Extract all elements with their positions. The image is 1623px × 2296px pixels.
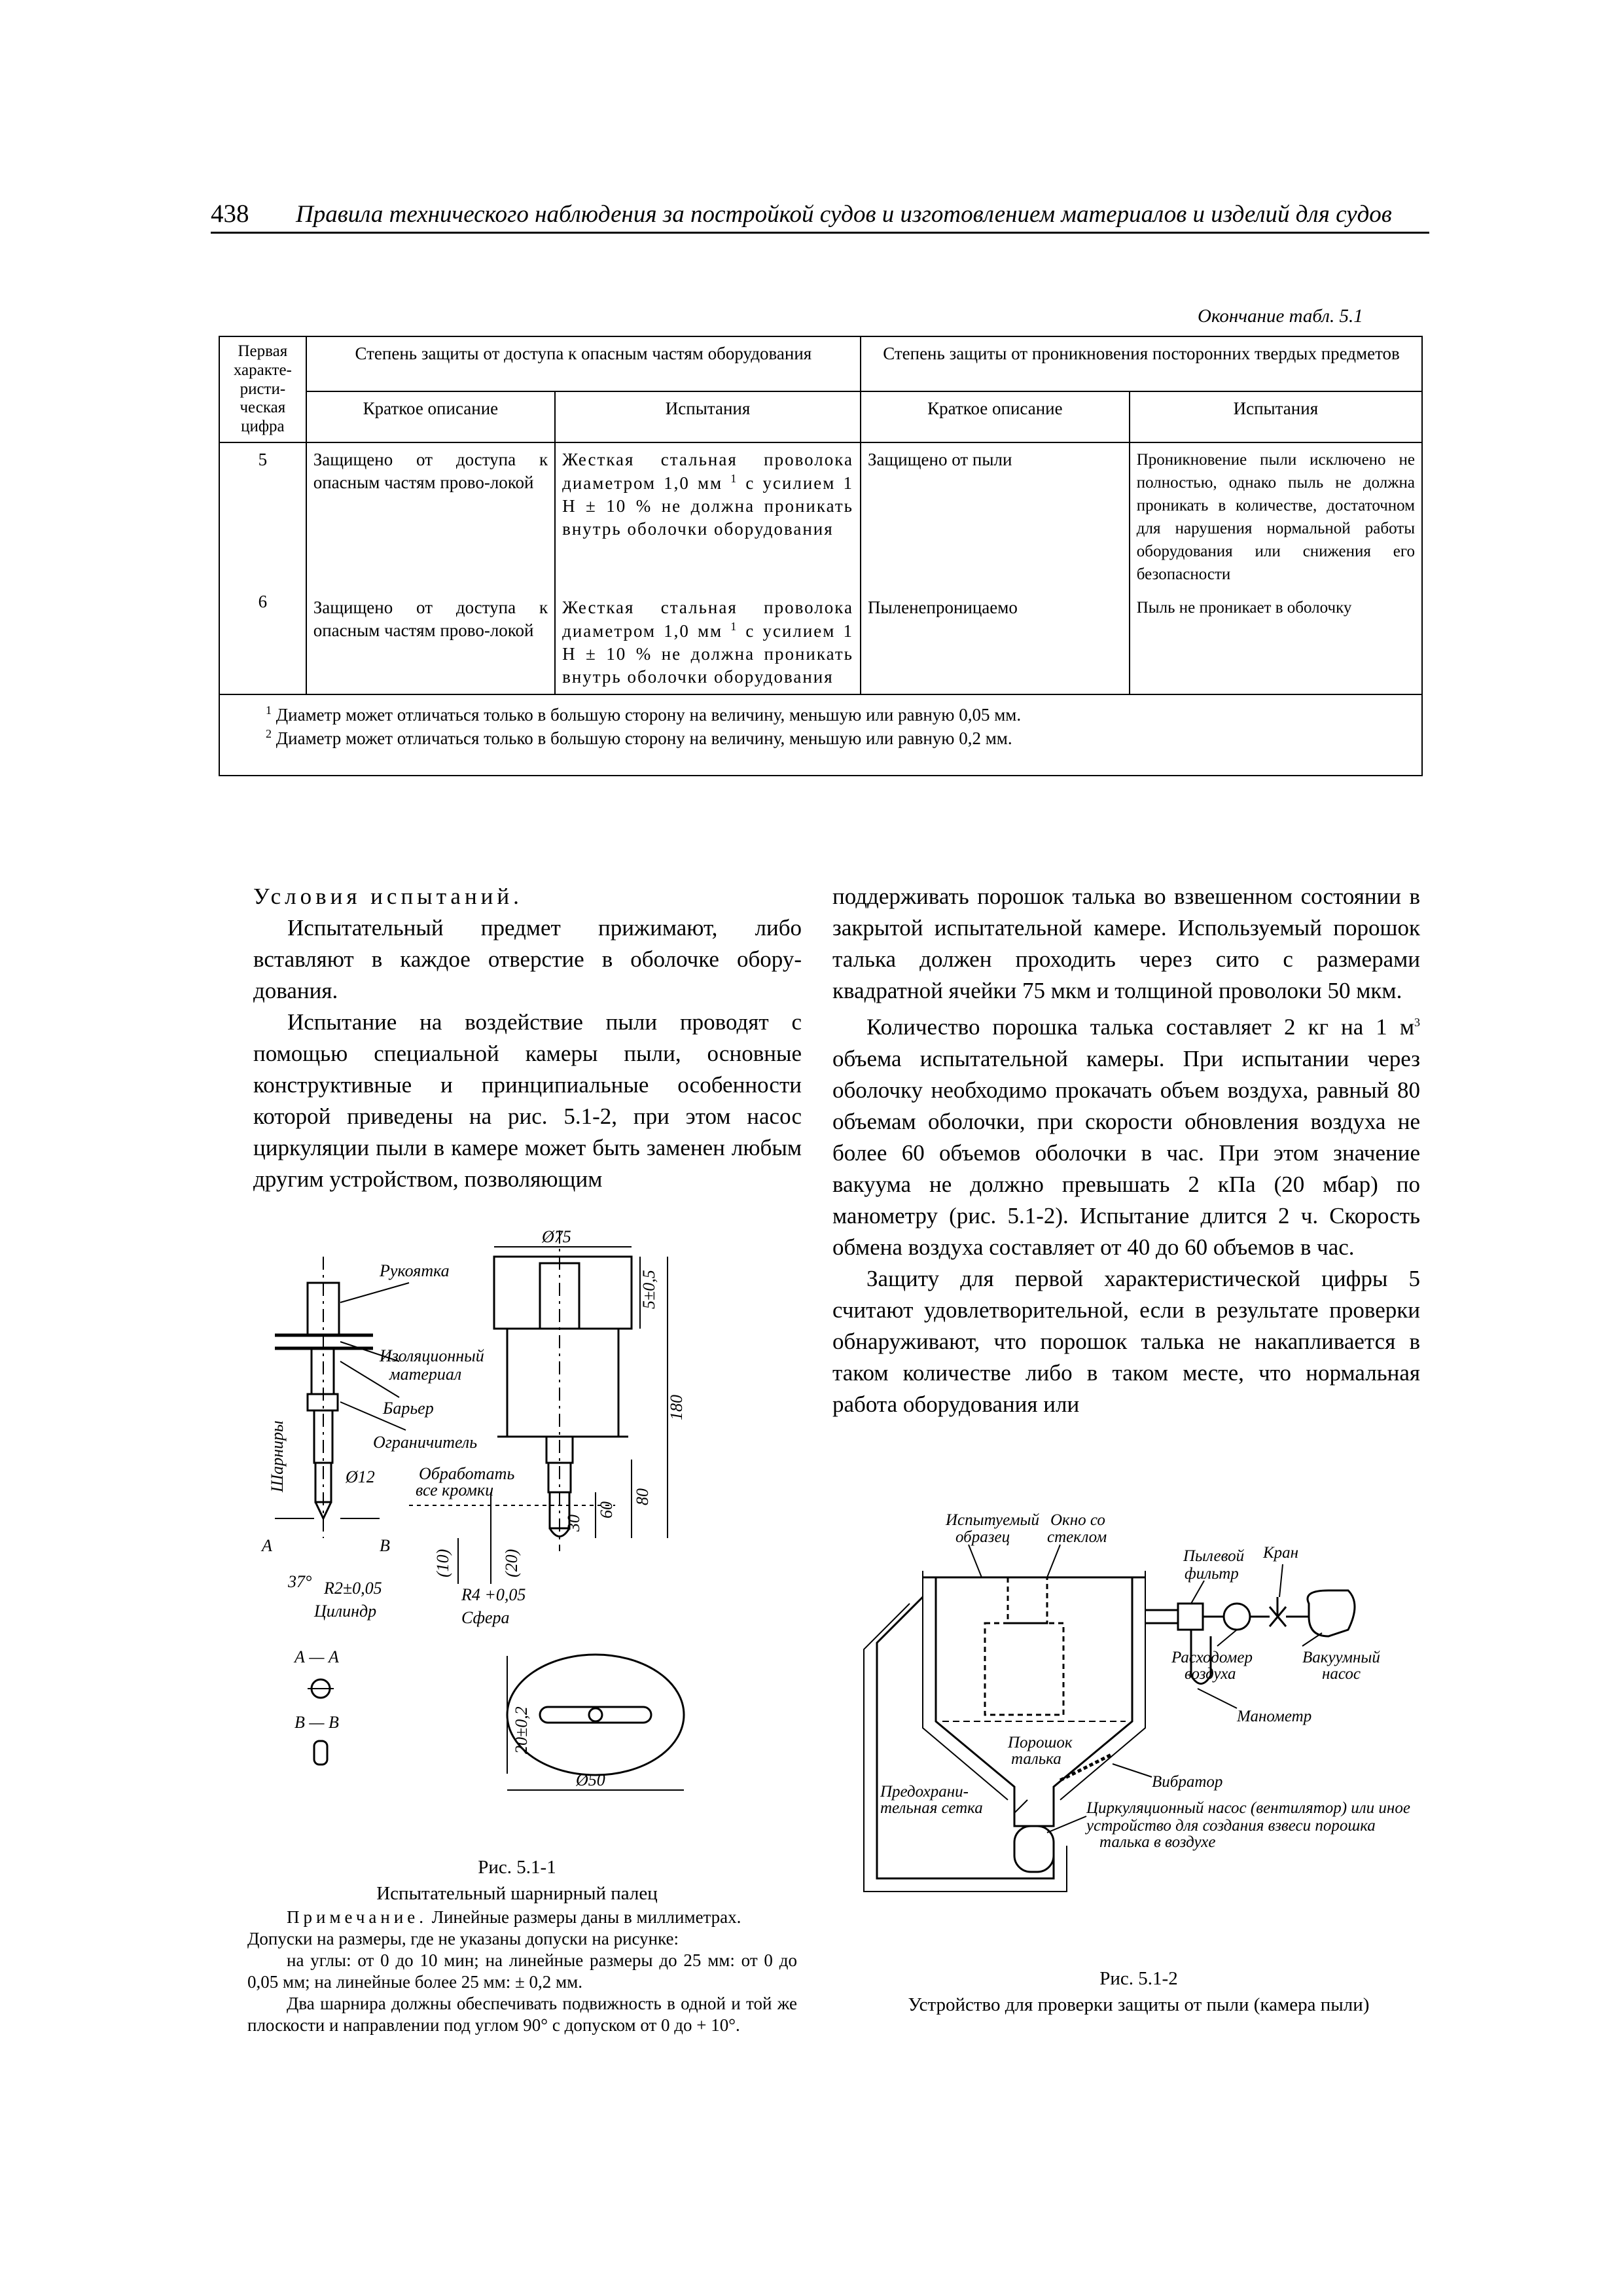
- label-vacuum-pump-2: насос: [1322, 1665, 1361, 1683]
- row-solids-brief: Пыленепроницаемо: [867, 597, 1018, 617]
- note-text: на углы: от 0 до 10 мин; на линейные размеры до 25 мм: от 0 до 0,05 мм; на линейные более 25 мм: ± 0,2 мм.: [247, 1950, 797, 1992]
- footnote: $^2$ Диаметр может отличаться только в большую сторону на величину, меньшую или равную 0,2 мм.: [266, 727, 1012, 749]
- dust-chamber-drawing: [851, 1505, 1427, 1911]
- figure-dust-chamber: [851, 1505, 1427, 1911]
- row-access-test: Жесткая стальная проволока диаметром 1,0 мм $^1$ с усилием 1 Н ± 10 % не должна проникать внутрь оболочки оборудования: [562, 597, 853, 687]
- figure1-number: Рис. 5.1-1: [478, 1857, 556, 1878]
- figure1-caption: [249, 1854, 785, 1907]
- note-text: Два шарнира должны обеспечивать подвижность в одной и той же плоскости и направлении под углом 90° с допуском от 0 до + 10°.: [247, 1994, 797, 2035]
- label-r2: R2±0,05: [324, 1579, 382, 1598]
- label-dim-10: (10): [433, 1549, 452, 1577]
- label-hinges: Шарниры: [268, 1420, 287, 1492]
- row-solids-brief: Защищено от пыли: [867, 449, 1012, 469]
- note-text: Допуски на размеры, где не указаны допуски на рисунке:: [247, 1929, 679, 1948]
- page-number: 438: [211, 200, 249, 228]
- label-angle-37: 37°: [288, 1572, 312, 1591]
- label-r4: R4 +0,05: [461, 1585, 526, 1604]
- header-brief-2: Краткое описание: [861, 391, 1130, 442]
- label-d50: Ø50: [576, 1770, 605, 1789]
- label-mesh-2: тельная сетка: [880, 1799, 983, 1817]
- label-specimen-2: образец: [955, 1528, 1010, 1546]
- label-dim-20b: 20±0,2: [512, 1706, 531, 1754]
- header-access-group: Степень защиты от доступа к опасным частям оборудования: [306, 336, 861, 391]
- header-tests-1: Испытания: [555, 391, 861, 442]
- label-cylinder: Цилиндр: [314, 1602, 377, 1621]
- right-column-text: [832, 881, 1420, 1420]
- row-access-brief: Защищено от доступа к опасным частям прово-локой: [313, 449, 548, 492]
- label-mesh: Предохрани-: [880, 1783, 969, 1801]
- label-material: материал: [389, 1365, 462, 1384]
- label-sphere: Сфера: [461, 1608, 510, 1627]
- label-dim-180: 180: [667, 1395, 686, 1420]
- label-window-2: стеклом: [1047, 1528, 1107, 1546]
- label-talc-2: талька: [1011, 1750, 1061, 1768]
- footnote: $^1$ Диаметр может отличаться только в большую сторону на величину, меньшую или равную 0,05 мм.: [266, 704, 1022, 725]
- running-title: Правила технического наблюдения за постройкой судов и изготовлением материалов и изделий для судов: [296, 201, 1392, 228]
- row-solids-test: Проникновение пыли исключено не полностью, однако пыль не должна проникать в количестве, достаточном для нарушения нормальной работы оборудования или снижения его безопасности: [1136, 450, 1415, 583]
- label-circulation-pump-2: устройство для создания взвеси порошка: [1086, 1817, 1376, 1835]
- row-access-brief: Защищено от доступа к опасным частям прово-локой: [313, 597, 548, 640]
- label-circulation-pump: Циркуляционный насос (вентилятор) или иное: [1086, 1799, 1410, 1817]
- header-solids-group: Степень защиты от проникновения посторонних твердых предметов: [861, 336, 1422, 391]
- paragraph: Защиту для первой характеристической цифры 5 считают удовлетворительной, если в результате проверки обнаруживают, что порошок талька не накапливается в таком количестве либо в таком месте, что нормальная работа оборудования или: [832, 1265, 1420, 1417]
- label-section-a: А — А: [294, 1647, 339, 1666]
- figure2-title: Устройство для проверки защиты от пыли (камера пыли): [908, 1994, 1370, 2015]
- figure2-number: Рис. 5.1-2: [1099, 1968, 1178, 1989]
- page-header: [211, 196, 1429, 234]
- label-window: Окно со: [1050, 1511, 1105, 1529]
- label-dim-20: (20): [502, 1549, 521, 1577]
- row-solids-test: Пыль не проникает в оболочку: [1136, 598, 1352, 617]
- label-dust-filter: Пылевой: [1183, 1547, 1245, 1565]
- label-flowmeter: Расходомер: [1171, 1649, 1253, 1666]
- header-brief-1: Краткое описание: [306, 391, 555, 442]
- label-talc: Порошок: [1008, 1734, 1073, 1751]
- label-chamfer-2: все кромки: [416, 1480, 494, 1499]
- label-dim-5: 5±0,5: [639, 1270, 658, 1309]
- label-d75: Ø75: [542, 1230, 571, 1246]
- label-dim-30: 30: [564, 1515, 583, 1532]
- label-dim-60: 60: [597, 1501, 616, 1518]
- figure1-notes: [247, 1907, 797, 2036]
- row-access-test: Жесткая стальная проволока диаметром 1,0 мм $^1$ с усилием 1 Н ± 10 % не должна проникать внутрь оболочки оборудования: [562, 449, 853, 539]
- note-label: Примечание.: [287, 1907, 428, 1927]
- label-insulating: Изоляционный: [380, 1346, 484, 1365]
- table-continuation-label: Окончание табл. 5.1: [1198, 306, 1363, 327]
- label-mark-b: В: [380, 1536, 390, 1555]
- table-header-row: [219, 336, 1422, 391]
- label-circulation-pump-3: талька в воздухе: [1099, 1833, 1216, 1851]
- label-d12: Ø12: [346, 1467, 375, 1486]
- protection-table: [219, 336, 1423, 776]
- paragraph: Количество порошка талька составляет 2 кг на 1 $м^3$ объема испытательной камеры. При испытании через оболочку необходимо прокачать объем воздуха, равный 80 объемам оболочки, при скорости обновления воздуха не более 60 объемов оболочки в час. При этом значение вакуума не должно превышать 2 кПа (20 мбар) по манометру (рис. 5.1-2). Испытание длится 2 ч. Скорость обмена воздуха составляет от 40 до 60 объемов в час.: [832, 1014, 1420, 1260]
- row-digit: 6: [258, 591, 268, 611]
- test-finger-drawing: [249, 1230, 785, 1806]
- label-limiter: Ограничитель: [373, 1433, 478, 1452]
- left-column-text: [253, 881, 802, 1195]
- table-row: [219, 442, 1422, 694]
- label-chamfer: Обработать: [419, 1464, 515, 1483]
- label-vacuum-pump: Вакуумный: [1302, 1649, 1380, 1666]
- label-barrier: Барьер: [383, 1399, 434, 1418]
- label-section-b: В — В: [294, 1713, 339, 1732]
- label-manometer: Манометр: [1237, 1708, 1312, 1725]
- label-specimen: Испытуемый: [946, 1511, 1039, 1529]
- paragraph: Испытание на воздействие пыли проводят с помощью специальной камеры пыли, основные конструктивные и принципиальные особенности которой приведены на рис. 5.1-2, при этом насос циркуляции пыли в камере может быть заменен любым другим устройством, позволяющим: [253, 1009, 802, 1192]
- label-handle: Рукоятка: [380, 1261, 450, 1280]
- figure-test-finger: [249, 1230, 785, 1806]
- label-valve: Кран: [1263, 1544, 1299, 1562]
- section-heading: Условия испытаний.: [253, 884, 523, 909]
- note-text: Линейные размеры даны в миллиметрах.: [431, 1907, 741, 1927]
- header-tests-2: Испытания: [1130, 391, 1422, 442]
- figure2-caption: [851, 1965, 1427, 2018]
- header-first-digit: Первая характе-ристи-ческая цифра: [219, 336, 306, 442]
- figure1-title: Испытательный шарнирный палец: [376, 1883, 658, 1904]
- table-footnotes-row: [219, 694, 1422, 776]
- table-subheader-row: [219, 391, 1422, 442]
- row-digit: 5: [258, 449, 268, 469]
- paragraph: поддерживать порошок талька во взвешенном состоянии в закрытой испытательной камере. Используемый порошок талька должен проходить через сито с размерами квадратной ячейки 75 мкм и толщиной проволоки 50 мкм.: [832, 884, 1420, 1003]
- label-dim-80: 80: [633, 1488, 652, 1505]
- label-dust-filter-2: фильтр: [1185, 1565, 1239, 1583]
- label-flowmeter-2: воздуха: [1185, 1665, 1236, 1683]
- label-vibrator: Вибратор: [1152, 1773, 1223, 1791]
- label-mark-a: А: [262, 1536, 272, 1555]
- paragraph: Испытательный предмет прижимают, либо вставляют в каждое отверстие в оболочке обору-дования.: [253, 915, 802, 1003]
